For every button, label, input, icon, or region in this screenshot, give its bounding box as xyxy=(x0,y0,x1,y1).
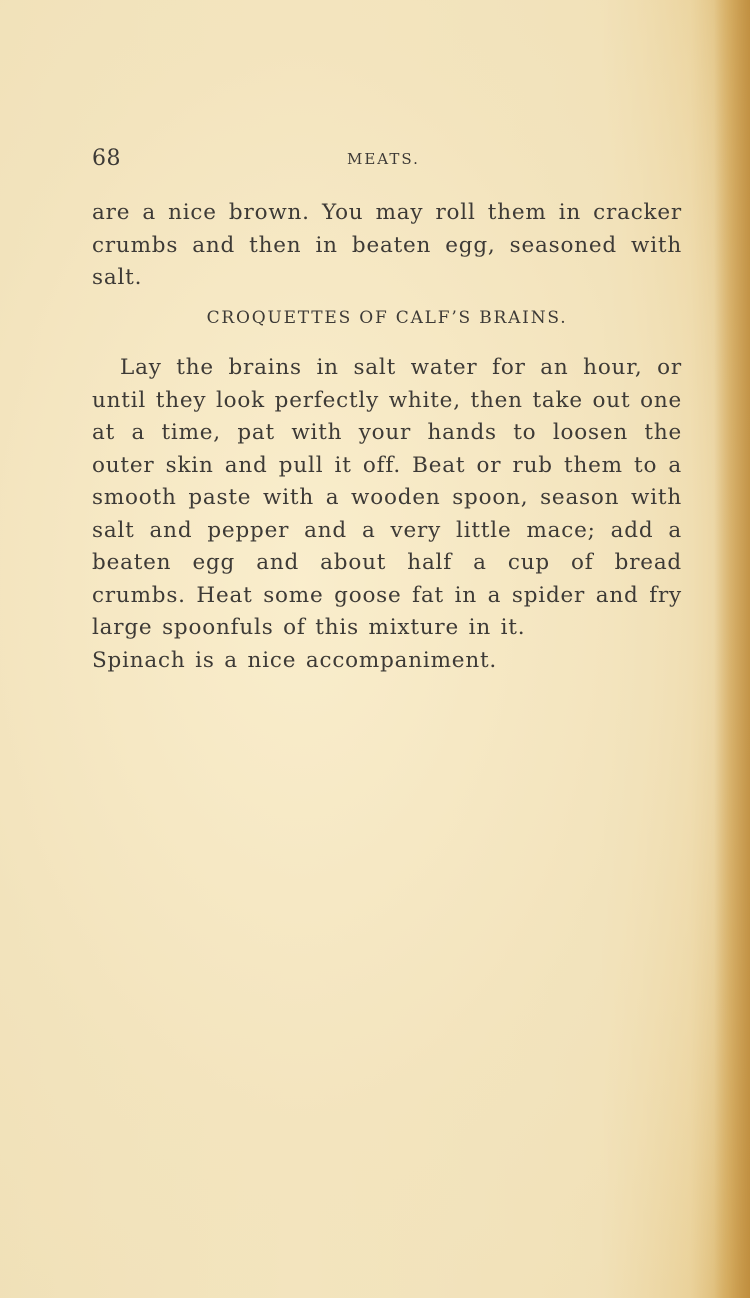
page-header xyxy=(92,146,682,176)
page-number: 68 xyxy=(92,146,121,171)
recipe-paragraph: Lay the brains in salt water for an hour, or until they look perfectly white, then take out one at a time, pat with your hands to loosen the outer skin and pull it off. Beat or rub them to a smooth paste with a wooden spoon, season with salt and pepper and a very little mace; add a beaten egg and about half a cup of bread crumbs. Heat some goose fat in a spider and fry large spoonfuls of this mixture in it. xyxy=(92,355,682,640)
running-head: MEATS. xyxy=(347,150,420,168)
recipe-last-line: Spinach is a nice accompaniment. xyxy=(92,648,498,673)
section-heading: CROQUETTES OF CALF’S BRAINS. xyxy=(206,308,568,328)
continued-paragraph: are a nice brown. You may roll them in cracker crumbs and then in beaten egg, seasoned with salt. xyxy=(92,200,682,290)
page-edge-shading xyxy=(714,0,750,1298)
